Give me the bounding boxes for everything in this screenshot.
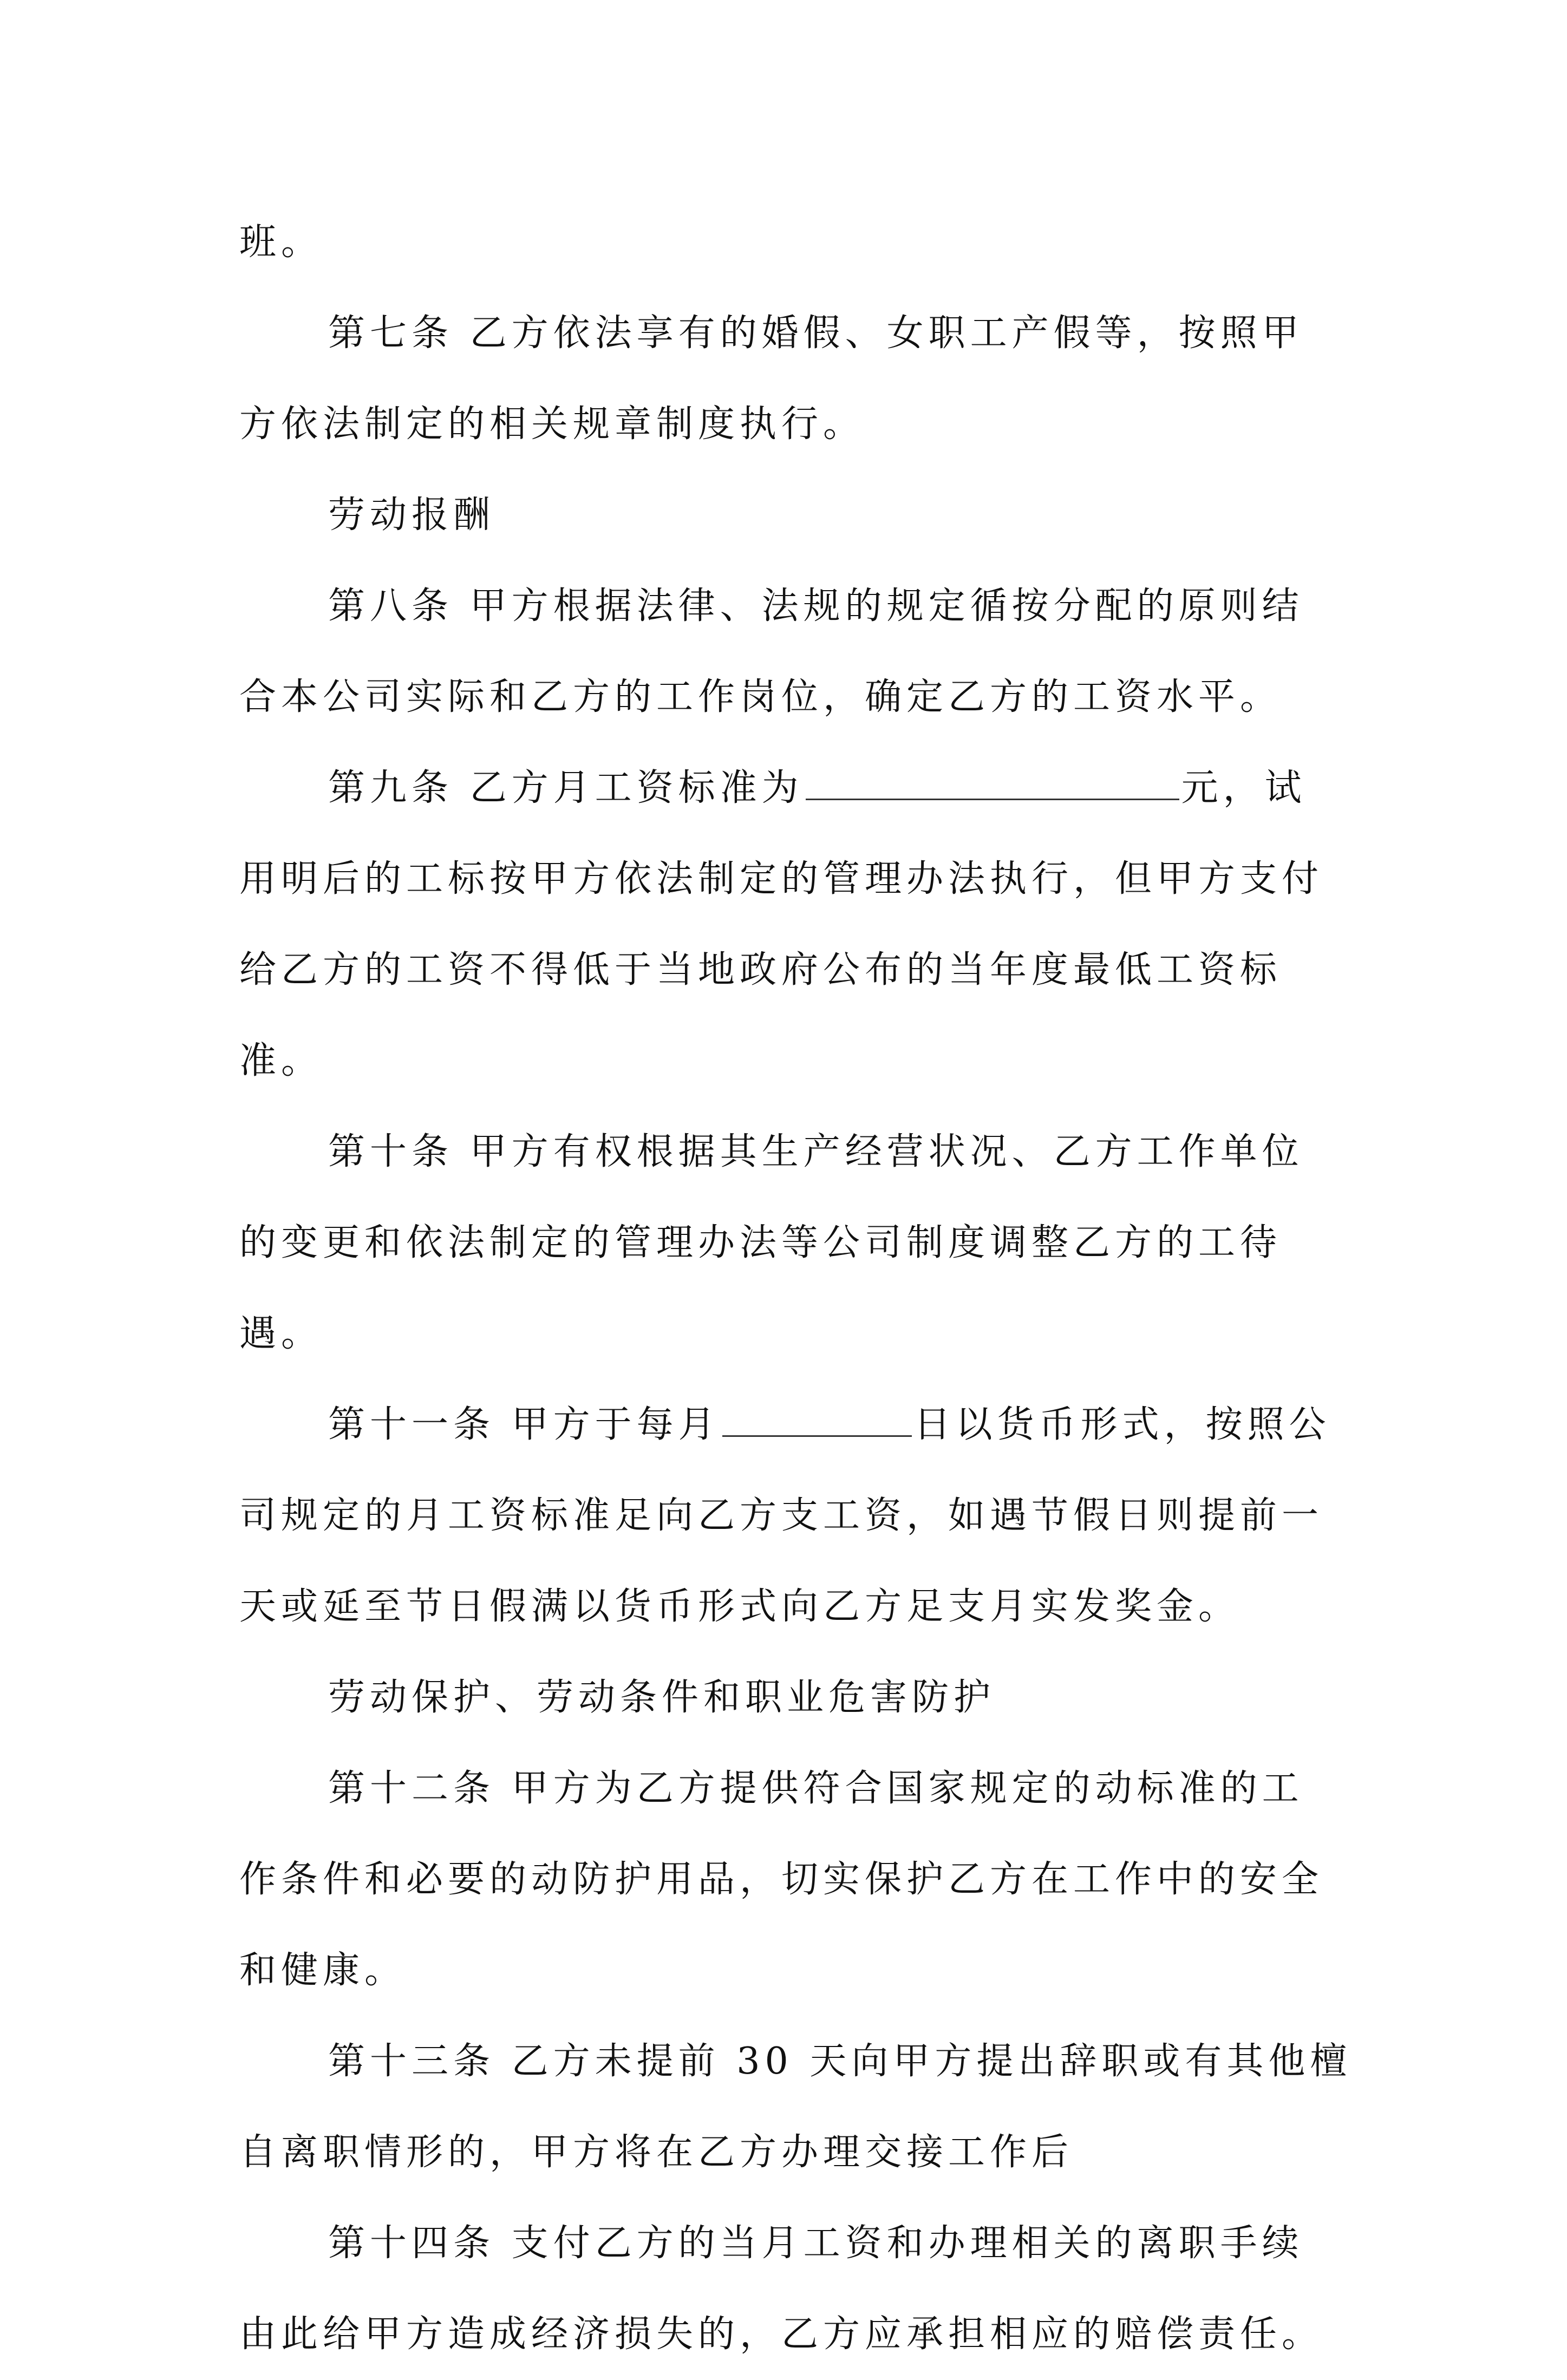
article-13-line-2: 自离职情形的，甲方将在乙方办理交接工作后 — [239, 2131, 1074, 2174]
article-11-line-3: 天或延至节日假满以货币形式向乙方足支月实发奖金。 — [239, 1585, 1240, 1628]
article-11-text-after-blank: 日以货币形式，按照公 — [913, 1403, 1331, 1446]
text-line: 班。 — [239, 221, 323, 264]
salary-blank-line — [806, 766, 1179, 800]
article-8-line-1: 第八条 甲方根据法律、法规的规定循按分配的原则结 — [328, 585, 1304, 627]
article-11-line-2: 司规定的月工资标准足向乙方支工资，如遇节假日则提前一 — [239, 1494, 1324, 1537]
payday-blank-line — [722, 1403, 912, 1437]
article-10-line-3: 遇。 — [239, 1312, 323, 1355]
article-7-line-1: 第七条 乙方依法享有的婚假、女职工产假等，按照甲 — [328, 312, 1304, 355]
article-9-text-after-blank: 元，试 — [1181, 767, 1307, 809]
article-7-line-2: 方依法制定的相关规章制度执行。 — [239, 403, 865, 446]
article-8-line-2: 合本公司实际和乙方的工作岗位，确定乙方的工资水平。 — [239, 676, 1282, 718]
article-11-text-before-blank: 第十一条 甲方于每月 — [328, 1403, 720, 1446]
article-14-line-1: 第十四条 支付乙方的当月工资和办理相关的离职手续 — [328, 2222, 1304, 2265]
article-12-line-2: 作条件和必要的动防护用品，切实保护乙方在工作中的安全 — [239, 1858, 1324, 1901]
article-9-line-1 — [239, 743, 1339, 834]
article-10-line-1: 第十条 甲方有权根据其生产经营状况、乙方工作单位 — [328, 1130, 1304, 1173]
article-14-line-2: 由此给甲方造成经济损失的，乙方应承担相应的赔偿责任。 — [239, 2313, 1324, 2356]
article-9-line-4: 准。 — [239, 1039, 323, 1082]
article-10-line-2: 的变更和依法制定的管理办法等公司制度调整乙方的工待 — [239, 1221, 1282, 1264]
article-9-line-2: 用明后的工标按甲方依法制定的管理办法执行，但甲方支付 — [239, 858, 1324, 900]
document-body — [239, 197, 1352, 2380]
section-heading-remuneration: 劳动报酬 — [328, 494, 495, 537]
article-12-line-1: 第十二条 甲方为乙方提供符合国家规定的动标准的工 — [328, 1767, 1304, 1810]
article-9-line-3: 给乙方的工资不得低于当地政府公布的当年度最低工资标 — [239, 949, 1282, 991]
section-heading-labor-protection: 劳动保护、劳动条件和职业危害防护 — [328, 1676, 996, 1719]
article-13-line-1: 第十三条 乙方未提前 30 天向甲方提出辞职或有其他檀 — [328, 2040, 1352, 2083]
article-11-line-1 — [239, 1379, 1339, 1470]
article-12-line-3: 和健康。 — [239, 1949, 407, 1992]
article-9-text-before-blank: 第九条 乙方月工资标准为 — [328, 767, 804, 809]
